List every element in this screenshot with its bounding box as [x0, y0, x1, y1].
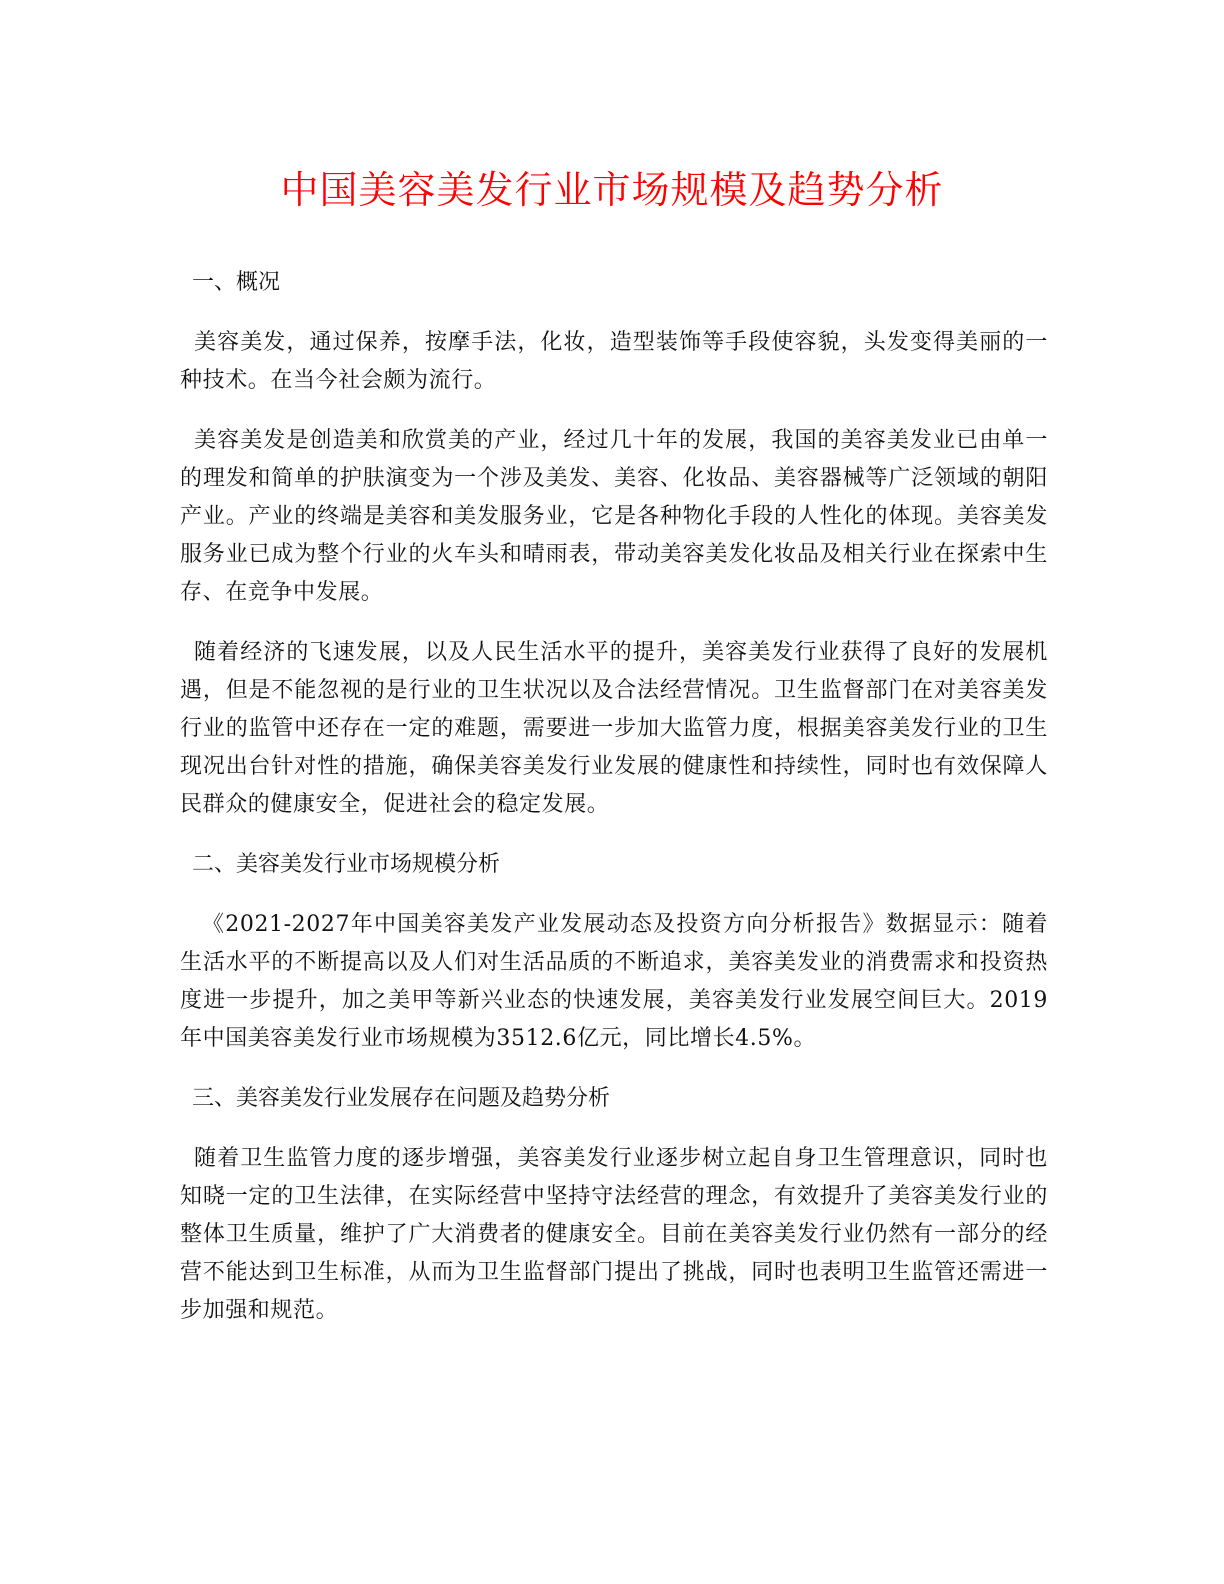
paragraph-overview-industry: 美容美发是创造美和欣赏美的产业，经过几十年的发展，我国的美容美发业已由单一的理发和简单的护肤演变为一个涉及美发、美容、化妆品、美容器械等广泛领域的朝阳产业。产业的终端是美容和美发服务业，它是各种物化手段的人性化的体现。美容美发服务业已成为整个行业的火车头和晴雨表，带动美容美发化妆品及相关行业在探索中生存、在竞争中发展。: [180, 428, 1048, 605]
paragraph-overview-regulation: 随着经济的飞速发展，以及人民生活水平的提升，美容美发行业获得了良好的发展机遇，但是不能忽视的是行业的卫生状况以及合法经营情况。卫生监督部门在对美容美发行业的监管中还存在一定的难题，需要进一步加大监管力度，根据美容美发行业的卫生现况出台针对性的措施，确保美容美发行业发展的健康性和持续性，同时也有效保障人民群众的健康安全，促进社会的稳定发展。: [180, 640, 1048, 817]
document-title: 中国美容美发行业市场规模及趋势分析: [280, 168, 944, 212]
document-body: [180, 264, 1048, 1352]
paragraph-market-size: 《2021-2027年中国美容美发产业发展动态及投资方向分析报告》数据显示：随着生活水平的不断提高以及人们对生活品质的不断追求，美容美发业的消费需求和投资热度进一步提升，加之美甲等新兴业态的快速发展，美容美发行业发展空间巨大。2019年中国美容美发行业市场规模为3512.6亿元，同比增长4.5%。: [180, 912, 1048, 1051]
section-heading-overview: 一、概况: [192, 270, 281, 295]
section-heading-problems-trends: 三、美容美发行业发展存在问题及趋势分析: [192, 1086, 611, 1111]
section-heading-market-size: 二、美容美发行业市场规模分析: [192, 852, 501, 877]
paragraph-problems-trends: 随着卫生监管力度的逐步增强，美容美发行业逐步树立起自身卫生管理意识，同时也知晓一定的卫生法律，在实际经营中坚持守法经营的理念，有效提升了美容美发行业的整体卫生质量，维护了广大消费者的健康安全。目前在美容美发行业仍然有一部分的经营不能达到卫生标准，从而为卫生监督部门提出了挑战，同时也表明卫生监管还需进一步加强和规范。: [180, 1146, 1048, 1323]
paragraph-overview-definition: 美容美发，通过保养，按摩手法，化妆，造型装饰等手段使容貌，头发变得美丽的一种技术。在当今社会颇为流行。: [180, 330, 1048, 393]
